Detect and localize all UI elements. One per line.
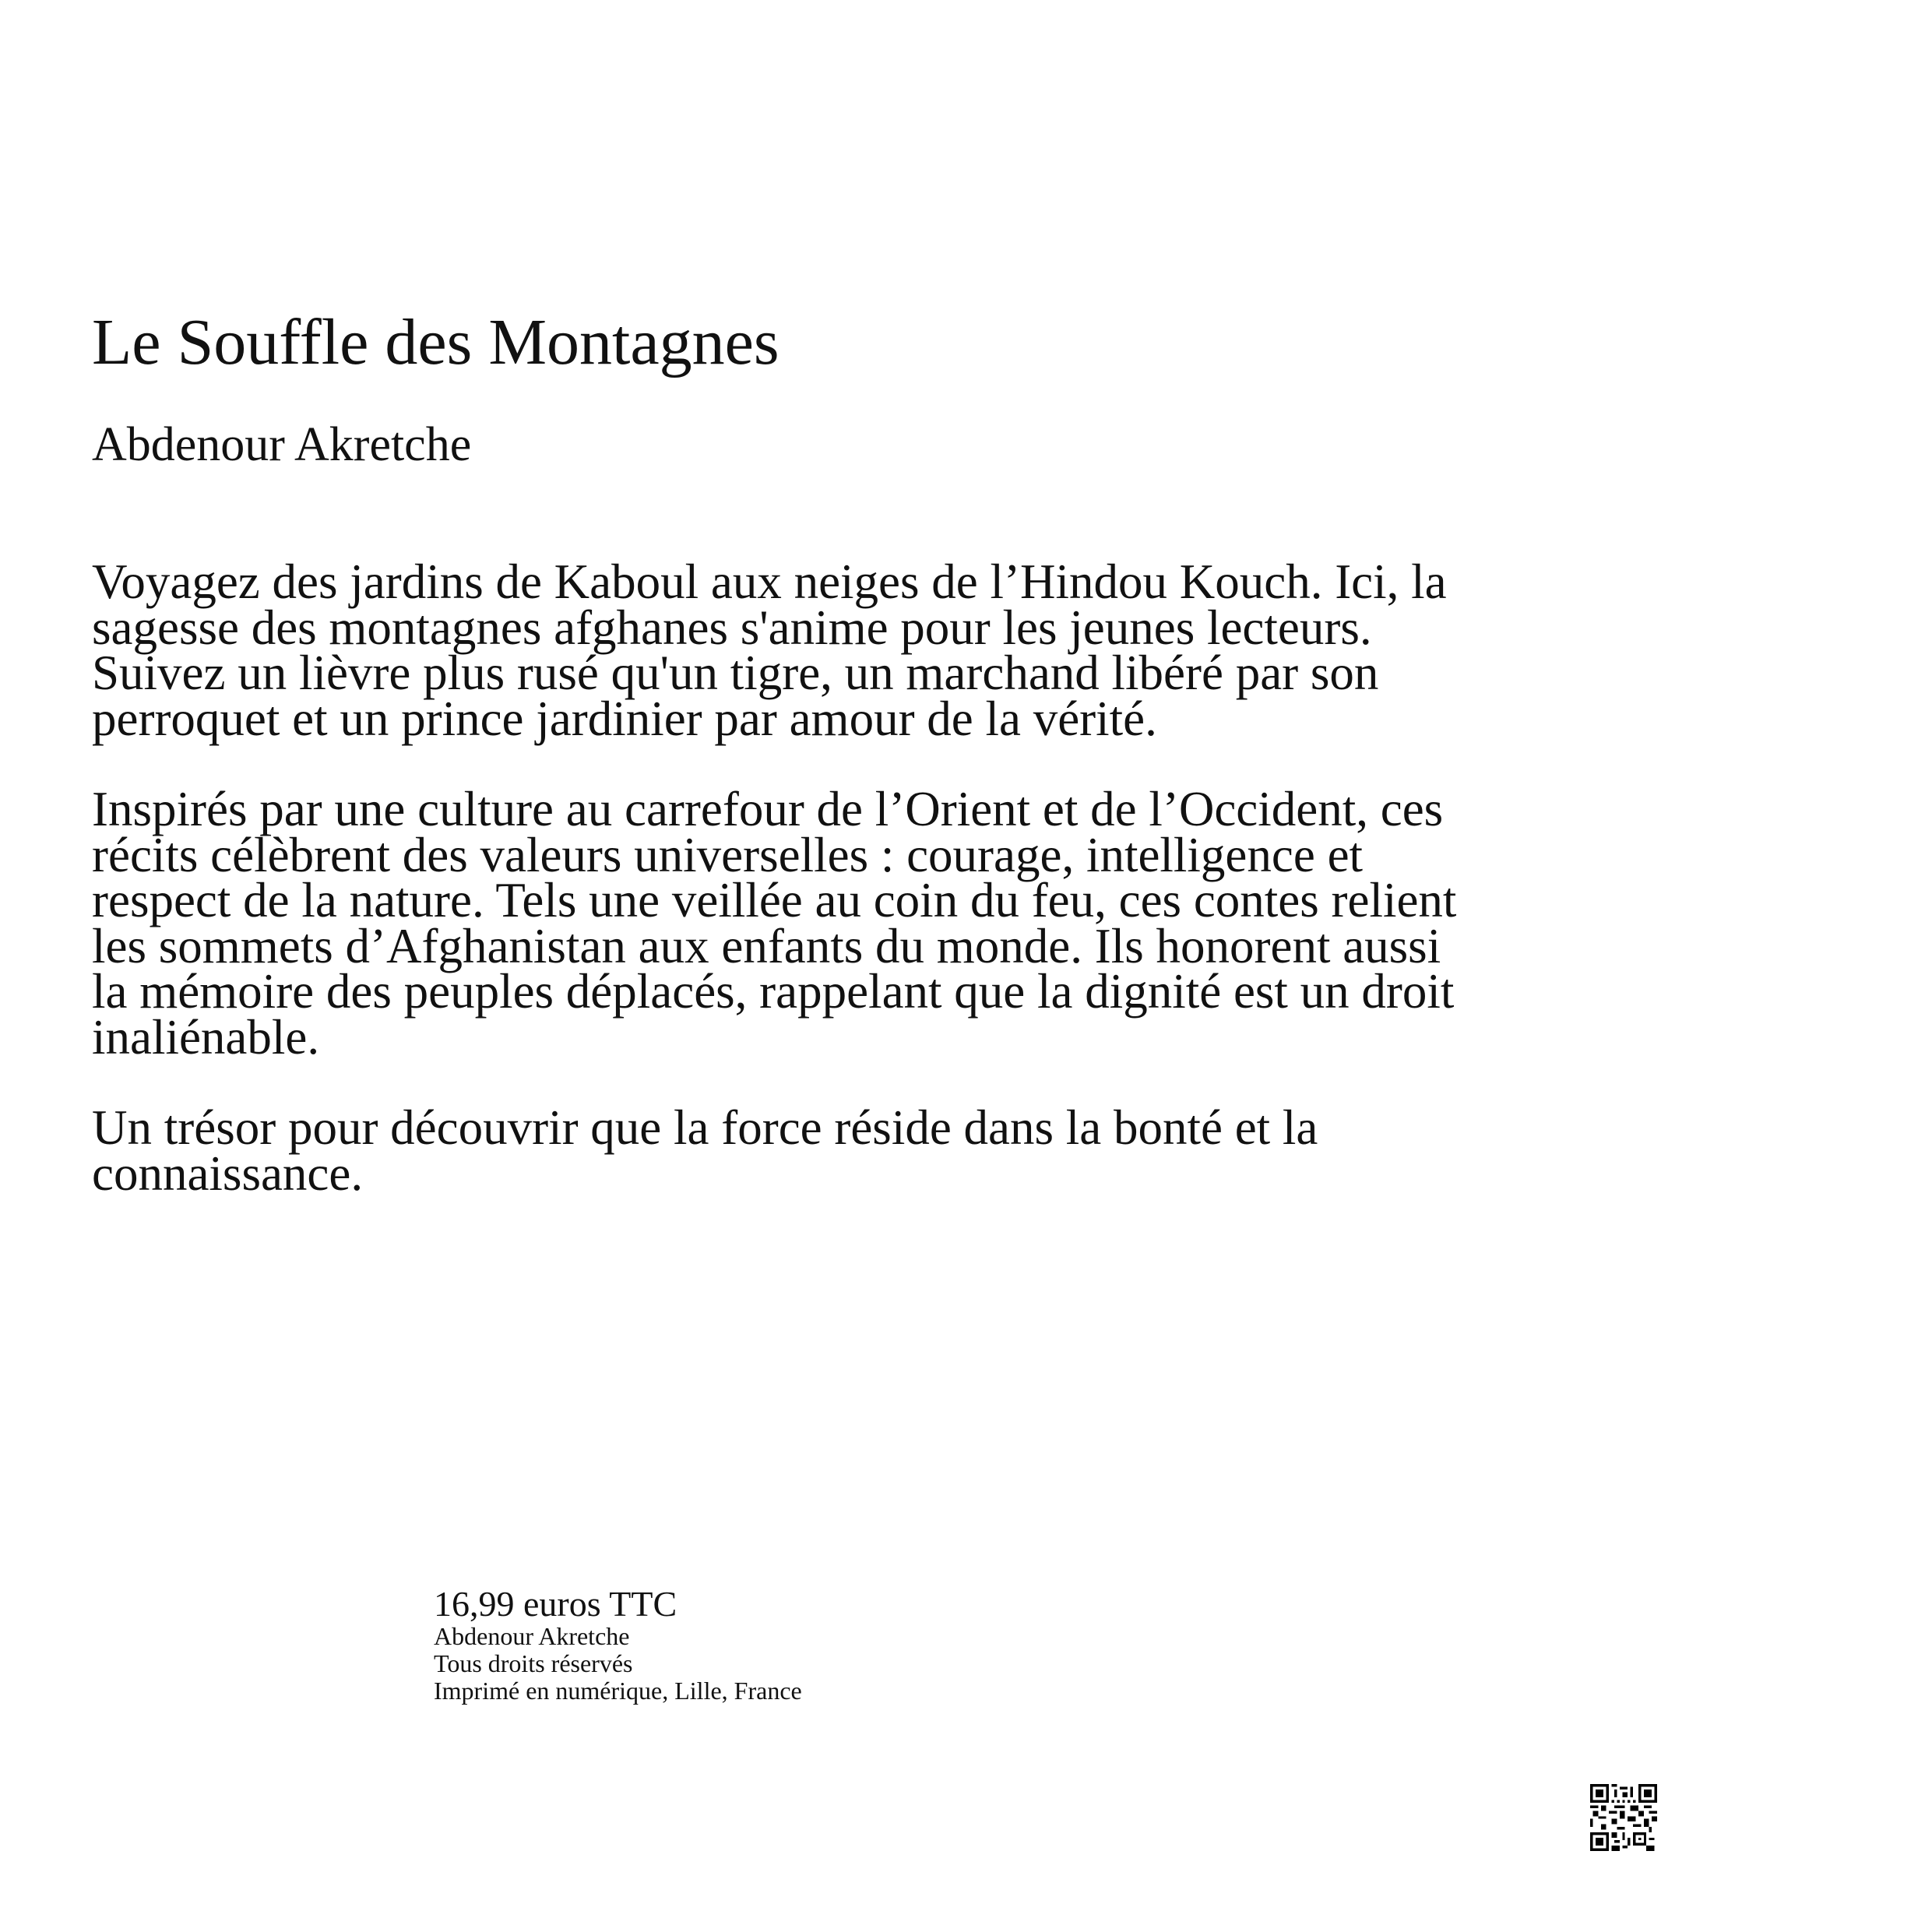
blurb-paragraph: Voyagez des jardins de Kaboul aux neiges de l’Hindou Kouch. Ici, la sagesse des montagnes afghanes s'anime pour les jeunes lecteurs. Suivez un lièvre plus rusé qu'un tigre, un marchand libéré par son perroquet et un prince jardinier par amour de la vérité.: [92, 554, 1447, 746]
price-label: 16,99 euros TTC: [434, 1584, 677, 1624]
book-author: Abdenour Akretche: [92, 418, 472, 471]
rights-notice: Tous droits réservés: [434, 1649, 633, 1677]
blurb-paragraph: Inspirés par une culture au carrefour de l’Orient et de l’Occident, ces récits célèbrent des valeurs universelles : courage, intelligence et respect de la nature. Tels une veillée au coin du feu, ces contes relient les sommets d’Afghanistan aux enfants du monde. Ils honorent aussi la mémoire des peuples déplacés, rappelant que la dignité est un droit inaliénable.: [92, 782, 1457, 1065]
blurb-paragraph: Un trésor pour découvrir que la force réside dans la bonté et la connaissance.: [92, 1100, 1318, 1201]
imprint-block: [434, 1585, 802, 1705]
imprint-author: Abdenour Akretche: [434, 1622, 630, 1650]
printing-info: Imprimé en numérique, Lille, France: [434, 1677, 802, 1705]
qr-code-icon: [1590, 1784, 1657, 1851]
back-cover-blurb: [92, 554, 1462, 1241]
book-title: Le Souffle des Montagnes: [92, 306, 779, 378]
